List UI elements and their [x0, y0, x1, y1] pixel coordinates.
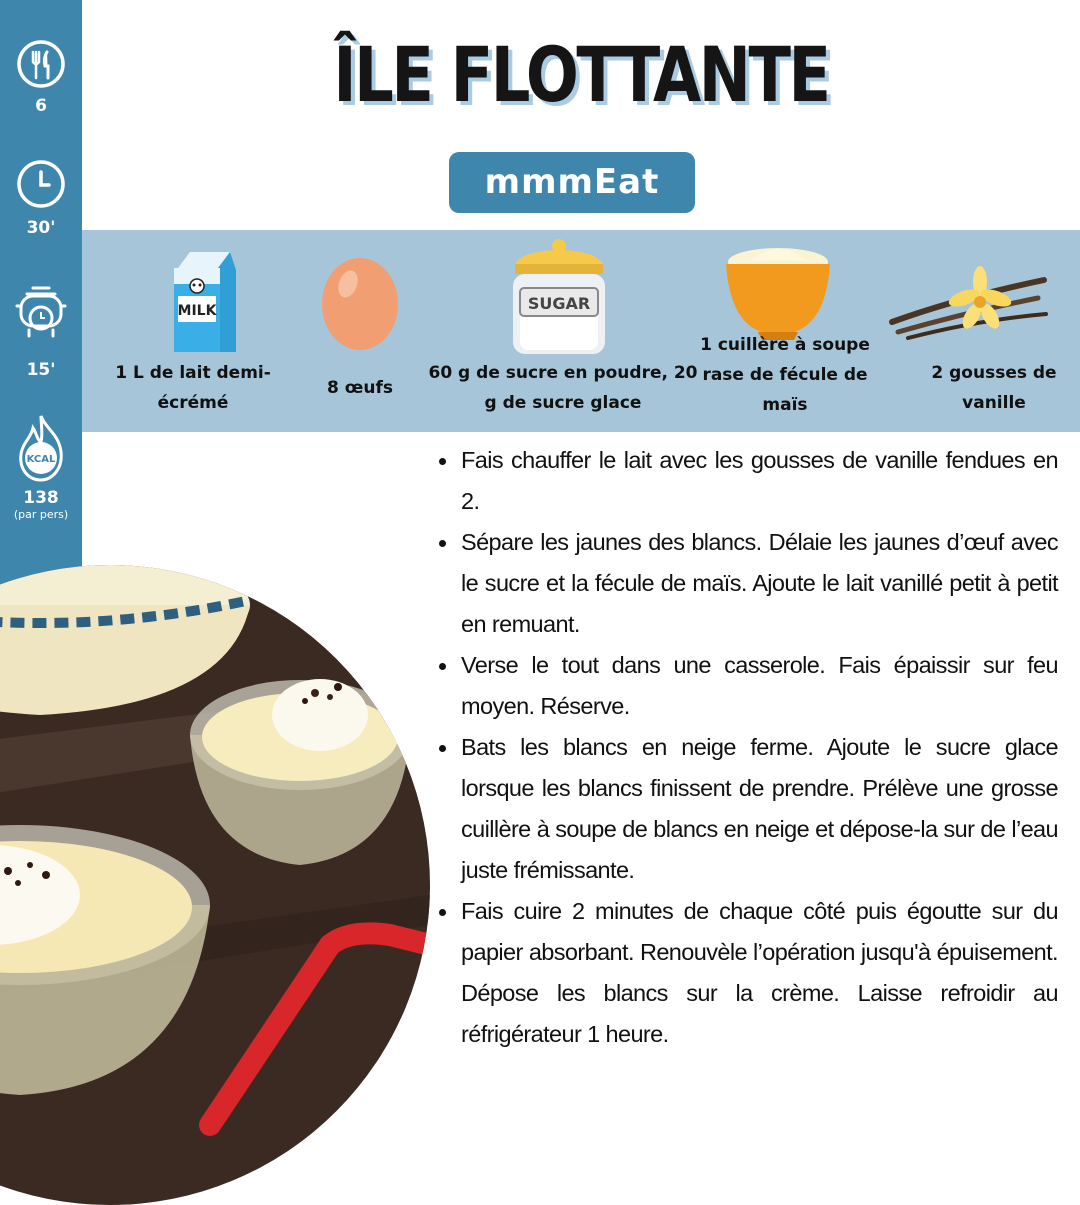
- ingredient-sugar-label: 60 g de sucre en poudre, 20 g de sucre glace: [428, 363, 698, 413]
- milk-label: MILK: [177, 303, 217, 319]
- ingredient-milk-label: 1 L de lait demi-écrémé: [115, 363, 271, 413]
- bowl-icon: [722, 236, 834, 340]
- cooking-pot-icon: [13, 282, 69, 340]
- recipe-steps: [436, 440, 1058, 1055]
- ingredient-cornstarch-label: 1 cuillère à soupe rase de fécule de maïs: [700, 335, 870, 415]
- ile-flottante-photo: [0, 565, 430, 1205]
- egg-icon: [320, 252, 400, 352]
- prep-time-info: [0, 158, 82, 238]
- clock-icon: [15, 158, 67, 210]
- cook-time-value: 15': [26, 360, 56, 380]
- step-3: Verse le tout dans une casserole. Fais épaissir sur feu moyen. Réserve.: [436, 645, 1058, 727]
- step-5: Fais cuire 2 minutes de chaque côté puis égoutte sur du papier absorbant. Renouvèle l’opération jusqu'à épuisement. Dépose les blancs sur la crème. Laisse refroidir au réfrigérateur 1 heure.: [436, 891, 1058, 1055]
- servings-info: [0, 38, 82, 116]
- servings-value: 6: [35, 96, 47, 116]
- milk-carton-icon: [170, 246, 238, 356]
- sugar-label: SUGAR: [527, 294, 591, 313]
- step-2: Sépare les jaunes des blancs. Délaie les jaunes d’œuf avec le sucre et la fécule de maïs. Ajoute le lait vanillé petit à petit en remuant.: [436, 522, 1058, 645]
- calories-info: [0, 412, 82, 522]
- flame-icon: [11, 412, 71, 484]
- step-1: Fais chauffer le lait avec les gousses de vanille fendues en 2.: [436, 440, 1058, 522]
- page-title: ÎLE FLOTTANTE: [333, 30, 829, 119]
- ingredients-band: [82, 230, 1080, 432]
- ingredient-vanilla-label: 2 gousses de vanille: [931, 363, 1057, 413]
- calories-value: 138: [23, 488, 59, 508]
- cook-time-info: [0, 282, 82, 380]
- ingredient-eggs-label: 8 œufs: [327, 378, 393, 398]
- vanilla-pods-icon: [888, 258, 1048, 348]
- brand-logo: mmmEat: [449, 152, 695, 213]
- step-4: Bats les blancs en neige ferme. Ajoute le sucre glace lorsque les blancs finissent de prendre. Prélève une grosse cuillère à soupe de blancs en neige et dépose-la sur de l’eau juste frémissante.: [436, 727, 1058, 891]
- sugar-jar-icon: [510, 236, 608, 356]
- prep-time-value: 30': [26, 218, 56, 238]
- recipe-info-sidebar: [0, 0, 82, 612]
- calories-unit: (par pers): [13, 508, 69, 521]
- dessert-photo: [0, 565, 430, 1205]
- fork-knife-icon: [15, 38, 67, 90]
- kcal-badge: KCAL: [26, 454, 56, 465]
